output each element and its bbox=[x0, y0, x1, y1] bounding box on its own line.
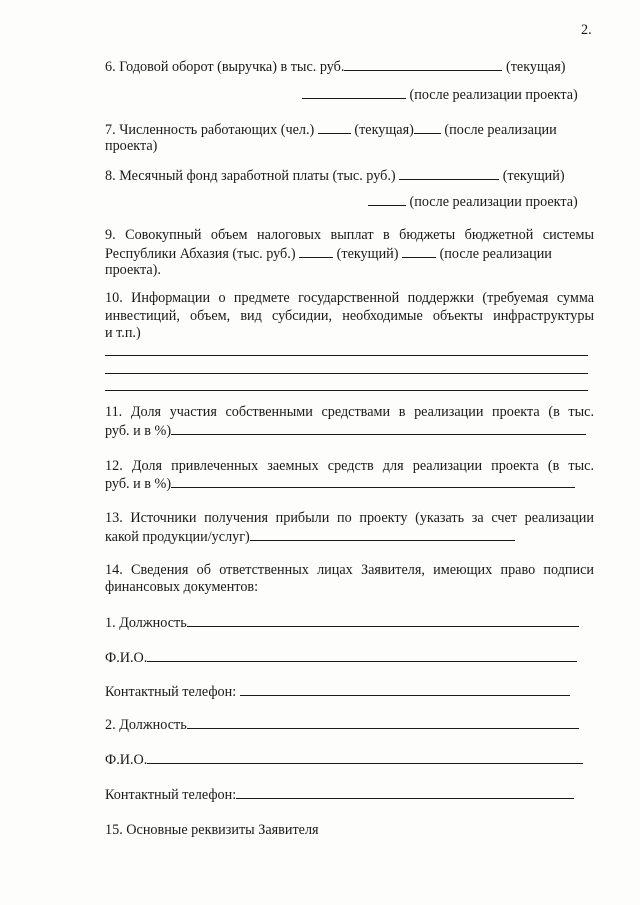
item-9-line-2 bbox=[105, 244, 552, 264]
item-8-label: 8. Месячный фонд заработной платы (тыс. руб.) bbox=[105, 168, 396, 184]
item-6-current-label: (текущая) bbox=[505, 59, 566, 75]
item-12-line-1: 12. Доля привлеченных заемных средств для реализации проекта (в тыс. bbox=[105, 458, 594, 474]
item-8-line-2 bbox=[368, 192, 578, 212]
item-6-after-label: (после реализации проекта) bbox=[409, 87, 578, 103]
item-10-answer-line-3[interactable] bbox=[105, 390, 588, 391]
item-6-line-2 bbox=[302, 85, 578, 105]
signer-1-phone-row bbox=[105, 682, 570, 702]
item-7-current-field[interactable] bbox=[318, 120, 351, 134]
signer-1-phone-label: Контактный телефон: bbox=[105, 684, 237, 700]
item-7-after-field[interactable] bbox=[414, 120, 441, 134]
signer-1-name-label: Ф.И.О. bbox=[105, 650, 148, 666]
item-11-line-1: 11. Доля участия собственными средствами в реализации проекта (в тыс. bbox=[105, 404, 594, 420]
item-10-answer-line-2[interactable] bbox=[105, 373, 588, 374]
item-13-line-1: 13. Источники получения прибыли по проекту (указать за счет реализации bbox=[105, 510, 594, 526]
signer-2-phone-field[interactable] bbox=[236, 785, 574, 799]
item-10-line-2: инвестиций, объем, вид субсидии, необходимые объекты инфраструктуры bbox=[105, 308, 594, 324]
item-9-after-field[interactable] bbox=[402, 244, 436, 258]
item-9-label: Республики Абхазия (тыс. руб.) bbox=[105, 246, 296, 262]
item-8-after-label: (после реализации проекта) bbox=[409, 194, 578, 210]
item-7-line-1 bbox=[105, 120, 557, 140]
item-15-heading: 15. Основные реквизиты Заявителя bbox=[105, 822, 319, 838]
signer-1-position-field[interactable] bbox=[187, 613, 579, 627]
item-11-line-2 bbox=[105, 421, 586, 441]
page-number: 2. bbox=[581, 22, 592, 38]
item-7-current-label: (текущая) bbox=[354, 122, 414, 138]
item-7-after-label: (после реализации bbox=[444, 122, 557, 138]
item-8-current-label: (текущий) bbox=[502, 168, 565, 184]
item-8-current-field[interactable] bbox=[399, 166, 499, 180]
item-10-answer-line-1[interactable] bbox=[105, 355, 588, 356]
signer-1-position-row bbox=[105, 613, 579, 633]
item-10-line-1: 10. Информации о предмете государственной поддержки (требуемая сумма bbox=[105, 290, 594, 306]
signer-2-name-row bbox=[105, 750, 583, 770]
signer-2-phone-row bbox=[105, 785, 574, 805]
signer-1-position-label: 1. Должность bbox=[105, 615, 187, 631]
item-9-current-label: (текущий) bbox=[336, 246, 399, 262]
item-9-after-label: (после реализации bbox=[439, 246, 552, 262]
item-9-line-3: проекта). bbox=[105, 262, 161, 278]
item-12-field[interactable] bbox=[171, 474, 575, 488]
item-8-line-1 bbox=[105, 166, 565, 186]
signer-2-position-row bbox=[105, 715, 579, 735]
item-13-field[interactable] bbox=[250, 527, 515, 541]
item-7-line-2: проекта) bbox=[105, 138, 158, 154]
item-11-field[interactable] bbox=[171, 421, 586, 435]
signer-2-position-field[interactable] bbox=[187, 715, 579, 729]
item-6-after-field[interactable] bbox=[302, 85, 406, 99]
item-10-line-3: и т.п.) bbox=[105, 325, 141, 341]
item-9-current-field[interactable] bbox=[299, 244, 333, 258]
item-6-label: 6. Годовой оборот (выручка) в тыс. руб. bbox=[105, 59, 345, 75]
item-13-label: какой продукции/услуг) bbox=[105, 529, 250, 545]
item-9-line-1: 9. Совокупный объем налоговых выплат в бюджеты бюджетной системы bbox=[105, 227, 594, 243]
signer-1-name-row bbox=[105, 648, 577, 668]
signer-2-name-label: Ф.И.О. bbox=[105, 752, 148, 768]
item-7-label: 7. Численность работающих (чел.) bbox=[105, 122, 315, 138]
item-8-after-field[interactable] bbox=[368, 192, 406, 206]
item-12-label: руб. и в %) bbox=[105, 476, 172, 492]
signer-1-phone-field[interactable] bbox=[240, 682, 570, 696]
item-13-line-2 bbox=[105, 527, 515, 547]
item-11-label: руб. и в %) bbox=[105, 423, 172, 439]
item-14-line-2: финансовых документов: bbox=[105, 579, 259, 595]
signer-2-name-field[interactable] bbox=[147, 750, 583, 764]
item-6-current-field[interactable] bbox=[344, 57, 502, 71]
item-12-line-2 bbox=[105, 474, 575, 494]
item-6-line-1 bbox=[105, 57, 565, 77]
item-14-line-1: 14. Сведения об ответственных лицах Заявителя, имеющих право подписи bbox=[105, 562, 594, 578]
signer-1-name-field[interactable] bbox=[147, 648, 577, 662]
signer-2-phone-label: Контактный телефон: bbox=[105, 787, 237, 803]
signer-2-position-label: 2. Должность bbox=[105, 717, 187, 733]
